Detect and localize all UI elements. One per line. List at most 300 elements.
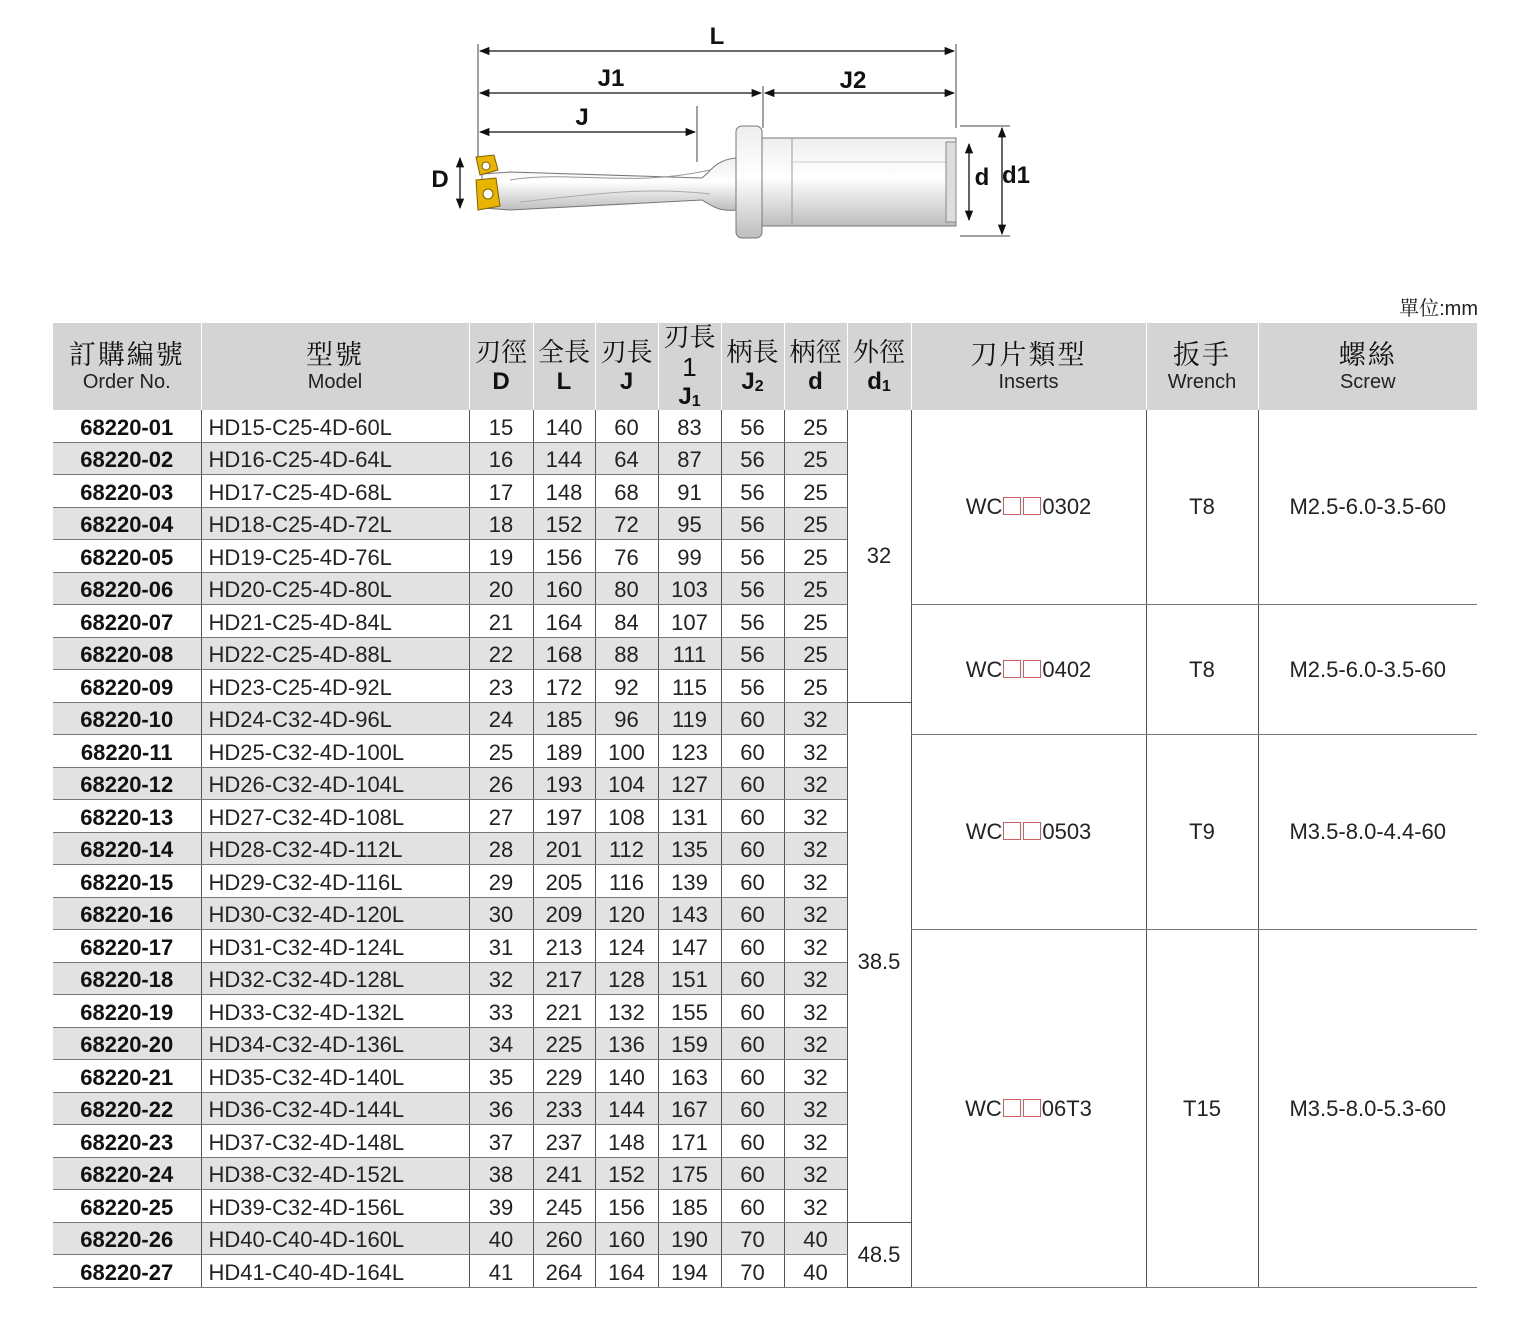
dim-J2-cell: 60 bbox=[721, 800, 784, 833]
order-no-cell: 68220-10 bbox=[53, 702, 201, 735]
label-J1: J1 bbox=[597, 65, 625, 92]
label-J2: J2 bbox=[839, 67, 867, 94]
dim-J-cell: 76 bbox=[595, 540, 658, 573]
dim-J-cell: 128 bbox=[595, 962, 658, 995]
header-J bbox=[595, 323, 658, 410]
insert-icon bbox=[476, 155, 500, 210]
dim-J1-cell: 175 bbox=[658, 1157, 721, 1190]
dim-J1-cell: 171 bbox=[658, 1125, 721, 1158]
dim-d-cell: 25 bbox=[784, 572, 847, 605]
table-header bbox=[53, 323, 1477, 410]
dim-D-cell: 25 bbox=[469, 735, 533, 768]
dim-d-cell: 32 bbox=[784, 897, 847, 930]
header-zh-label: 刃徑 bbox=[474, 336, 527, 367]
dim-J1-cell: 99 bbox=[658, 540, 721, 573]
dim-J-cell: 152 bbox=[595, 1157, 658, 1190]
header-zh-label: 全長 bbox=[537, 336, 590, 367]
d1-cell: 38.5 bbox=[847, 702, 911, 1222]
dim-D-cell: 37 bbox=[469, 1125, 533, 1158]
dim-J-cell: 160 bbox=[595, 1222, 658, 1255]
placeholder-box-icon bbox=[1023, 1099, 1041, 1117]
header-d1 bbox=[847, 323, 911, 410]
dim-J2-cell: 56 bbox=[721, 605, 784, 638]
header-L bbox=[533, 323, 595, 410]
header-en-label bbox=[534, 368, 595, 396]
dim-J2-cell: 60 bbox=[721, 767, 784, 800]
header-en-text: Order No. bbox=[82, 370, 171, 393]
model-cell: HD31-C32-4D-124L bbox=[201, 930, 469, 963]
dim-J2-cell: 60 bbox=[721, 897, 784, 930]
dim-D-cell: 20 bbox=[469, 572, 533, 605]
placeholder-box-icon bbox=[1023, 822, 1041, 840]
insert-suffix: 06T3 bbox=[1041, 1095, 1092, 1121]
model-cell: HD28-C32-4D-112L bbox=[201, 832, 469, 865]
dim-L-cell: 217 bbox=[533, 962, 595, 995]
dim-J2-cell: 60 bbox=[721, 832, 784, 865]
model-cell: HD17-C25-4D-68L bbox=[201, 475, 469, 508]
label-D: D bbox=[431, 166, 449, 193]
order-no-cell: 68220-06 bbox=[53, 572, 201, 605]
header-en-label bbox=[785, 368, 847, 396]
dim-J-cell: 132 bbox=[595, 995, 658, 1028]
dim-J2-cell: 56 bbox=[721, 540, 784, 573]
dim-d-cell: 25 bbox=[784, 637, 847, 670]
dim-J2-cell: 60 bbox=[721, 1157, 784, 1190]
model-cell: HD30-C32-4D-120L bbox=[201, 897, 469, 930]
model-cell: HD16-C25-4D-64L bbox=[201, 442, 469, 475]
dim-d-cell: 40 bbox=[784, 1255, 847, 1288]
dim-J1-cell: 115 bbox=[658, 670, 721, 703]
header-model bbox=[201, 323, 469, 410]
header-zh-label: 刃長1 bbox=[663, 322, 716, 382]
header-inserts bbox=[911, 323, 1146, 410]
order-no-cell: 68220-27 bbox=[53, 1255, 201, 1288]
order-no-cell: 68220-15 bbox=[53, 865, 201, 898]
unit-label: 單位:mm bbox=[1399, 298, 1478, 320]
dim-D-cell: 33 bbox=[469, 995, 533, 1028]
dim-J1-cell: 194 bbox=[658, 1255, 721, 1288]
order-no-cell: 68220-08 bbox=[53, 637, 201, 670]
header-subscript: 1 bbox=[881, 377, 891, 395]
model-cell: HD38-C32-4D-152L bbox=[201, 1157, 469, 1190]
dim-d-cell: 32 bbox=[784, 735, 847, 768]
model-cell: HD29-C32-4D-116L bbox=[201, 865, 469, 898]
dim-J1-cell: 190 bbox=[658, 1222, 721, 1255]
header-en-label bbox=[848, 368, 911, 396]
dim-J2-cell: 56 bbox=[721, 410, 784, 442]
model-cell: HD27-C32-4D-108L bbox=[201, 800, 469, 833]
wrench-cell: T9 bbox=[1146, 735, 1258, 930]
placeholder-box-icon bbox=[1023, 660, 1041, 678]
model-cell: HD41-C40-4D-164L bbox=[201, 1255, 469, 1288]
model-cell: HD24-C32-4D-96L bbox=[201, 702, 469, 735]
header-screw bbox=[1258, 323, 1477, 410]
dim-d-cell: 32 bbox=[784, 702, 847, 735]
header-zh-label: 螺絲 bbox=[1338, 339, 1397, 370]
dim-D-cell: 38 bbox=[469, 1157, 533, 1190]
insert-suffix: 0302 bbox=[1042, 494, 1092, 520]
dim-L-cell: 245 bbox=[533, 1190, 595, 1223]
dim-L-cell: 172 bbox=[533, 670, 595, 703]
insert-prefix: WC bbox=[965, 656, 1003, 682]
insert-cell bbox=[911, 410, 1146, 605]
dim-d-cell: 32 bbox=[784, 1060, 847, 1093]
dim-J2-cell: 60 bbox=[721, 865, 784, 898]
header-wrench bbox=[1146, 323, 1258, 410]
dim-L-cell: 201 bbox=[533, 832, 595, 865]
screw-cell: M3.5-8.0-4.4-60 bbox=[1258, 735, 1477, 930]
model-cell: HD32-C32-4D-128L bbox=[201, 962, 469, 995]
dim-L-cell: 225 bbox=[533, 1027, 595, 1060]
header-en-label bbox=[1147, 371, 1258, 394]
dim-D-cell: 32 bbox=[469, 962, 533, 995]
dim-J1-cell: 131 bbox=[658, 800, 721, 833]
model-cell: HD21-C25-4D-84L bbox=[201, 605, 469, 638]
dim-D-cell: 17 bbox=[469, 475, 533, 508]
order-no-cell: 68220-24 bbox=[53, 1157, 201, 1190]
dim-J2-cell: 60 bbox=[721, 995, 784, 1028]
dim-L-cell: 221 bbox=[533, 995, 595, 1028]
dim-L-cell: 144 bbox=[533, 442, 595, 475]
header-en-text: D bbox=[492, 367, 510, 395]
dim-D-cell: 34 bbox=[469, 1027, 533, 1060]
dim-J-cell: 100 bbox=[595, 735, 658, 768]
dim-d-cell: 32 bbox=[784, 800, 847, 833]
dim-d-cell: 32 bbox=[784, 1125, 847, 1158]
dim-J1-cell: 87 bbox=[658, 442, 721, 475]
insert-prefix: WC bbox=[965, 1095, 1002, 1121]
dim-J-cell: 64 bbox=[595, 442, 658, 475]
dim-J2-cell: 60 bbox=[721, 1027, 784, 1060]
dim-J2-cell: 56 bbox=[721, 442, 784, 475]
dim-J1-cell: 127 bbox=[658, 767, 721, 800]
dim-d-cell: 25 bbox=[784, 605, 847, 638]
dim-J2-cell: 60 bbox=[721, 702, 784, 735]
dim-J1-cell: 135 bbox=[658, 832, 721, 865]
header-en-label bbox=[1259, 371, 1478, 394]
model-cell: HD15-C25-4D-60L bbox=[201, 410, 469, 442]
dim-D-cell: 28 bbox=[469, 832, 533, 865]
drill-dimension-diagram bbox=[420, 20, 1060, 250]
dim-J2-cell: 56 bbox=[721, 637, 784, 670]
insert-suffix: 0402 bbox=[1042, 656, 1092, 682]
dim-J-cell: 84 bbox=[595, 605, 658, 638]
dim-d-cell: 32 bbox=[784, 1190, 847, 1223]
placeholder-box-icon bbox=[1023, 497, 1041, 515]
header-zh-label: 刃長 bbox=[600, 336, 653, 367]
dim-L-cell: 241 bbox=[533, 1157, 595, 1190]
order-no-cell: 68220-03 bbox=[53, 475, 201, 508]
order-no-cell: 68220-05 bbox=[53, 540, 201, 573]
dim-J-cell: 108 bbox=[595, 800, 658, 833]
order-no-cell: 68220-19 bbox=[53, 995, 201, 1028]
model-cell: HD25-C32-4D-100L bbox=[201, 735, 469, 768]
dim-J-cell: 156 bbox=[595, 1190, 658, 1223]
order-no-cell: 68220-17 bbox=[53, 930, 201, 963]
order-no-cell: 68220-21 bbox=[53, 1060, 201, 1093]
header-en-text: Inserts bbox=[998, 370, 1059, 393]
header-en-text: J bbox=[741, 367, 755, 395]
dim-D-cell: 27 bbox=[469, 800, 533, 833]
table-body bbox=[53, 410, 1477, 1287]
dim-J2-cell: 60 bbox=[721, 962, 784, 995]
dim-J1-cell: 185 bbox=[658, 1190, 721, 1223]
dim-D-cell: 18 bbox=[469, 507, 533, 540]
dim-J1-cell: 147 bbox=[658, 930, 721, 963]
header-en-label bbox=[659, 383, 721, 411]
model-cell: HD40-C40-4D-160L bbox=[201, 1222, 469, 1255]
dim-L-cell: 148 bbox=[533, 475, 595, 508]
dim-d-cell: 32 bbox=[784, 930, 847, 963]
model-cell: HD33-C32-4D-132L bbox=[201, 995, 469, 1028]
dim-d-cell: 32 bbox=[784, 1157, 847, 1190]
placeholder-box-icon bbox=[1003, 822, 1021, 840]
header-en-text: J bbox=[678, 382, 692, 410]
dim-D-cell: 23 bbox=[469, 670, 533, 703]
dim-d-cell: 32 bbox=[784, 962, 847, 995]
order-no-cell: 68220-09 bbox=[53, 670, 201, 703]
order-no-cell: 68220-23 bbox=[53, 1125, 201, 1158]
drill-body bbox=[482, 126, 956, 238]
dim-L-cell: 209 bbox=[533, 897, 595, 930]
dim-J1-cell: 151 bbox=[658, 962, 721, 995]
dim-d-cell: 25 bbox=[784, 475, 847, 508]
screw-cell: M3.5-8.0-5.3-60 bbox=[1258, 930, 1477, 1288]
dim-L-cell: 160 bbox=[533, 572, 595, 605]
dim-D-cell: 15 bbox=[469, 410, 533, 442]
dim-L-cell: 168 bbox=[533, 637, 595, 670]
label-L: L bbox=[709, 23, 725, 50]
order-no-cell: 68220-25 bbox=[53, 1190, 201, 1223]
dim-J-cell: 60 bbox=[595, 410, 658, 442]
dim-J1-cell: 119 bbox=[658, 702, 721, 735]
dim-J1-cell: 103 bbox=[658, 572, 721, 605]
dim-J2-cell: 60 bbox=[721, 1060, 784, 1093]
dim-d-cell: 32 bbox=[784, 832, 847, 865]
dim-J1-cell: 111 bbox=[658, 637, 721, 670]
dim-d-cell: 25 bbox=[784, 442, 847, 475]
header-zh-label: 柄徑 bbox=[789, 336, 842, 367]
dim-J2-cell: 70 bbox=[721, 1255, 784, 1288]
label-d1: d1 bbox=[1001, 162, 1031, 189]
order-no-cell: 68220-20 bbox=[53, 1027, 201, 1060]
dim-J1-cell: 159 bbox=[658, 1027, 721, 1060]
dim-J1-cell: 123 bbox=[658, 735, 721, 768]
dim-D-cell: 29 bbox=[469, 865, 533, 898]
dim-d-cell: 32 bbox=[784, 1027, 847, 1060]
header-en-label bbox=[470, 368, 533, 396]
model-cell: HD35-C32-4D-140L bbox=[201, 1060, 469, 1093]
order-no-cell: 68220-11 bbox=[53, 735, 201, 768]
d1-cell: 32 bbox=[847, 410, 911, 702]
placeholder-box-icon bbox=[1003, 660, 1021, 678]
dim-J-cell: 72 bbox=[595, 507, 658, 540]
dim-d-cell: 25 bbox=[784, 540, 847, 573]
dim-J-cell: 140 bbox=[595, 1060, 658, 1093]
dim-J2-cell: 70 bbox=[721, 1222, 784, 1255]
placeholder-box-icon bbox=[1003, 497, 1021, 515]
dim-d-cell: 40 bbox=[784, 1222, 847, 1255]
model-cell: HD37-C32-4D-148L bbox=[201, 1125, 469, 1158]
d1-cell: 48.5 bbox=[847, 1222, 911, 1287]
label-d: d bbox=[974, 164, 990, 191]
order-no-cell: 68220-07 bbox=[53, 605, 201, 638]
dim-L-cell: 185 bbox=[533, 702, 595, 735]
dim-D-cell: 30 bbox=[469, 897, 533, 930]
dim-D-cell: 31 bbox=[469, 930, 533, 963]
insert-cell bbox=[911, 930, 1146, 1288]
insert-prefix: WC bbox=[965, 819, 1003, 845]
table-row bbox=[53, 410, 1477, 442]
header-en-text: Model bbox=[307, 370, 363, 393]
dim-J1-cell: 167 bbox=[658, 1092, 721, 1125]
dim-d-cell: 32 bbox=[784, 1092, 847, 1125]
header-en-text: d bbox=[867, 367, 882, 395]
dim-J2-cell: 60 bbox=[721, 1190, 784, 1223]
header-en-text: J bbox=[619, 367, 634, 395]
table-row bbox=[53, 605, 1477, 638]
header-zh-label: 型號 bbox=[306, 339, 364, 370]
dim-J2-cell: 56 bbox=[721, 507, 784, 540]
dim-J2-cell: 60 bbox=[721, 930, 784, 963]
header-en-label bbox=[596, 368, 658, 396]
header-subscript: 2 bbox=[754, 377, 764, 395]
header-J2 bbox=[721, 323, 784, 410]
dim-J-cell: 148 bbox=[595, 1125, 658, 1158]
wrench-cell: T8 bbox=[1146, 605, 1258, 735]
screw-cell: M2.5-6.0-3.5-60 bbox=[1258, 605, 1477, 735]
header-en-text: d bbox=[808, 367, 823, 395]
model-cell: HD36-C32-4D-144L bbox=[201, 1092, 469, 1125]
dim-J2-cell: 60 bbox=[721, 735, 784, 768]
header-d bbox=[784, 323, 847, 410]
wrench-cell: T15 bbox=[1146, 930, 1258, 1288]
dim-J-cell: 120 bbox=[595, 897, 658, 930]
dim-J-cell: 124 bbox=[595, 930, 658, 963]
dim-L-cell: 189 bbox=[533, 735, 595, 768]
dim-D-cell: 22 bbox=[469, 637, 533, 670]
table-row bbox=[53, 735, 1477, 768]
dim-d-cell: 32 bbox=[784, 767, 847, 800]
dim-D-cell: 21 bbox=[469, 605, 533, 638]
dim-L-cell: 205 bbox=[533, 865, 595, 898]
dim-J-cell: 136 bbox=[595, 1027, 658, 1060]
dim-D-cell: 36 bbox=[469, 1092, 533, 1125]
dim-J1-cell: 91 bbox=[658, 475, 721, 508]
dim-J1-cell: 139 bbox=[658, 865, 721, 898]
dim-D-cell: 41 bbox=[469, 1255, 533, 1288]
header-zh-label: 外徑 bbox=[852, 336, 905, 367]
screw-cell: M2.5-6.0-3.5-60 bbox=[1258, 410, 1477, 605]
header-en-label bbox=[53, 371, 201, 394]
dim-D-cell: 39 bbox=[469, 1190, 533, 1223]
order-no-cell: 68220-26 bbox=[53, 1222, 201, 1255]
order-no-cell: 68220-13 bbox=[53, 800, 201, 833]
order-no-cell: 68220-04 bbox=[53, 507, 201, 540]
order-no-cell: 68220-16 bbox=[53, 897, 201, 930]
dim-L-cell: 164 bbox=[533, 605, 595, 638]
order-no-cell: 68220-12 bbox=[53, 767, 201, 800]
dim-J1-cell: 83 bbox=[658, 410, 721, 442]
dim-d-cell: 25 bbox=[784, 670, 847, 703]
header-en-label bbox=[202, 371, 469, 394]
dim-J-cell: 96 bbox=[595, 702, 658, 735]
header-zh-label: 訂購編號 bbox=[68, 339, 185, 370]
dim-L-cell: 213 bbox=[533, 930, 595, 963]
dim-L-cell: 229 bbox=[533, 1060, 595, 1093]
dim-J-cell: 88 bbox=[595, 637, 658, 670]
dim-J-cell: 92 bbox=[595, 670, 658, 703]
dim-L-cell: 264 bbox=[533, 1255, 595, 1288]
dim-L-cell: 260 bbox=[533, 1222, 595, 1255]
dim-J2-cell: 56 bbox=[721, 670, 784, 703]
dim-J1-cell: 107 bbox=[658, 605, 721, 638]
dim-J-cell: 116 bbox=[595, 865, 658, 898]
dim-L-cell: 193 bbox=[533, 767, 595, 800]
dim-L-cell: 237 bbox=[533, 1125, 595, 1158]
dim-J2-cell: 60 bbox=[721, 1092, 784, 1125]
header-en-label bbox=[722, 368, 784, 396]
dim-L-cell: 197 bbox=[533, 800, 595, 833]
dim-J-cell: 112 bbox=[595, 832, 658, 865]
dim-D-cell: 16 bbox=[469, 442, 533, 475]
wrench-cell: T8 bbox=[1146, 410, 1258, 605]
model-cell: HD22-C25-4D-88L bbox=[201, 637, 469, 670]
dim-J1-cell: 95 bbox=[658, 507, 721, 540]
header-D bbox=[469, 323, 533, 410]
model-cell: HD26-C32-4D-104L bbox=[201, 767, 469, 800]
header-en-text: Wrench bbox=[1167, 370, 1237, 393]
dim-J1-cell: 143 bbox=[658, 897, 721, 930]
header-subscript: 1 bbox=[691, 392, 701, 410]
dim-L-cell: 233 bbox=[533, 1092, 595, 1125]
header-en-text: Screw bbox=[1339, 370, 1396, 393]
insert-prefix: WC bbox=[965, 494, 1003, 520]
model-cell: HD19-C25-4D-76L bbox=[201, 540, 469, 573]
dim-d-cell: 25 bbox=[784, 410, 847, 442]
dim-J-cell: 164 bbox=[595, 1255, 658, 1288]
dim-D-cell: 26 bbox=[469, 767, 533, 800]
dim-d-cell: 25 bbox=[784, 507, 847, 540]
header-J1 bbox=[658, 323, 721, 410]
dim-J2-cell: 56 bbox=[721, 475, 784, 508]
dim-D-cell: 40 bbox=[469, 1222, 533, 1255]
header-zh-label: 刀片類型 bbox=[970, 339, 1087, 370]
dim-D-cell: 19 bbox=[469, 540, 533, 573]
model-cell: HD18-C25-4D-72L bbox=[201, 507, 469, 540]
dim-J1-cell: 155 bbox=[658, 995, 721, 1028]
insert-suffix: 0503 bbox=[1042, 819, 1092, 845]
dim-d-cell: 32 bbox=[784, 995, 847, 1028]
dim-D-cell: 24 bbox=[469, 702, 533, 735]
order-no-cell: 68220-02 bbox=[53, 442, 201, 475]
dim-J-cell: 104 bbox=[595, 767, 658, 800]
dim-J1-cell: 163 bbox=[658, 1060, 721, 1093]
label-J: J bbox=[575, 104, 589, 131]
order-no-cell: 68220-22 bbox=[53, 1092, 201, 1125]
dim-D-cell: 35 bbox=[469, 1060, 533, 1093]
model-cell: HD39-C32-4D-156L bbox=[201, 1190, 469, 1223]
dim-L-cell: 152 bbox=[533, 507, 595, 540]
model-cell: HD23-C25-4D-92L bbox=[201, 670, 469, 703]
table-row bbox=[53, 930, 1477, 963]
dim-L-cell: 156 bbox=[533, 540, 595, 573]
dim-L-cell: 140 bbox=[533, 410, 595, 442]
header-en-label bbox=[912, 371, 1146, 394]
order-no-cell: 68220-14 bbox=[53, 832, 201, 865]
header-en-text: L bbox=[556, 367, 572, 395]
order-no-cell: 68220-18 bbox=[53, 962, 201, 995]
